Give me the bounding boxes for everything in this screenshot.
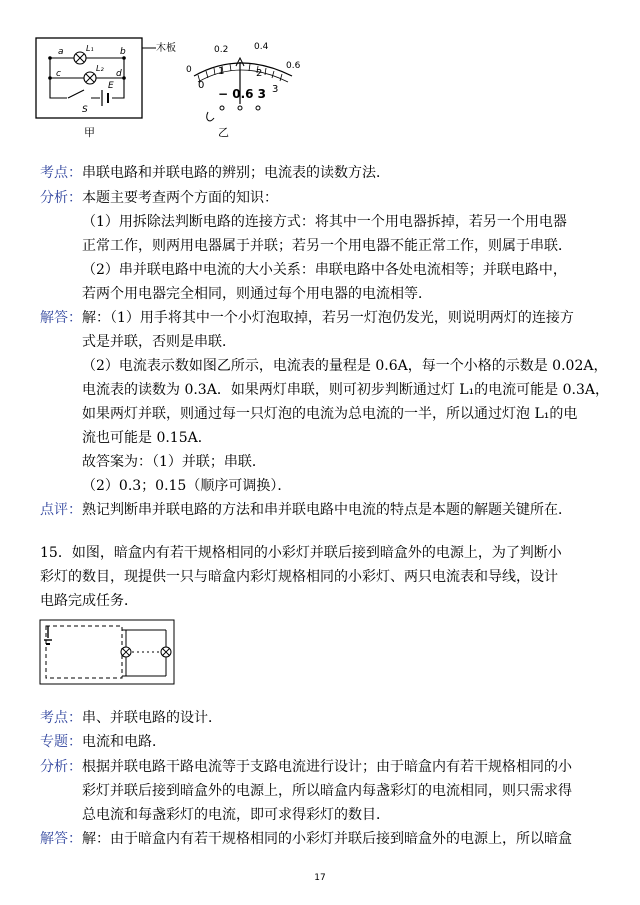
q14-jieda-line-2: 式是并联，否则是串联． (82, 334, 236, 350)
q15-kaodian: 考点：串、并联电路的设计． (40, 710, 222, 726)
q15-stem-line-1: 15．如图，暗盒内有若干规格相同的小彩灯并联后接到暗盒外的电源上，为了判断小 (40, 545, 562, 561)
q14-fenxi-line-5: 若两个用电器完全相同，则通过每个用电器的电流相等． (82, 286, 432, 302)
q15-fenxi-line-2: 彩灯并联后接到暗盒外的电源上，所以暗盒内每盏彩灯的电流相同，则只需求得 (82, 783, 572, 799)
tick-label-3: 3 (272, 84, 279, 95)
q14-jieda-line-5: 如果两灯并联，则通过每一只灯泡的电流为总电流的一半，所以通过灯泡 L₁的电 (82, 406, 578, 422)
tick-label-zero-top: 0 (186, 65, 192, 75)
tick-label-zero-bottom: 0 (198, 80, 205, 91)
q14-jieda-line-4: 电流表的读数为 0.3A．如果两灯串联，则可初步判断通过灯 L₁的电流可能是 0.3A， (82, 382, 610, 398)
label-s: S (82, 105, 88, 115)
q14-fenxi-line-4: （2）串并联电路中电流的大小关系：串联电路中各处电流相等；并联电路中， (82, 262, 567, 278)
figure-jia-circuit (32, 36, 182, 146)
page-number: 17 (314, 873, 326, 883)
q15-jieda-line-1: 解答：解：由于暗盒内有若干规格相同的小彩灯并联后接到暗盒外的电源上，所以暗盒 (40, 831, 572, 847)
q15-stem-line-2: 彩灯的数目，现提供一只与暗盒内彩灯规格相同的小彩灯、两只电流表和导线，设计 (40, 569, 558, 585)
label-l2: L₂ (96, 64, 104, 73)
label-board: 木板 (156, 43, 176, 54)
caption-yi: 乙 (218, 126, 229, 139)
q15-fenxi-line-3: 总电流和每盏彩灯的电流，即可求得彩灯的数目． (82, 807, 390, 823)
label-l1: L₁ (86, 44, 94, 53)
tick-label-0.6: 0.6 (286, 61, 301, 71)
q15-stem-line-3: 电路完成任务． (40, 593, 138, 609)
q14-fenxi-line-1: 分析：本题主要考查两个方面的知识： (40, 190, 278, 206)
point-d: d (116, 69, 122, 79)
point-b: b (120, 47, 126, 57)
q14-jieda-line-1: 解答：解：（1）用手将其中一个小灯泡取掉，若另一灯泡仍发光，则说明两灯的连接方 (40, 310, 574, 326)
point-c: c (56, 69, 61, 79)
q14-jieda-line-6: 流也可能是 0.15A． (82, 430, 212, 446)
q14-jieda-line-7: 故答案为：（1）并联；串联． (82, 454, 266, 470)
label-e: E (108, 81, 114, 91)
caption-jia: 甲 (84, 126, 95, 139)
q15-zhuanti: 专题：电流和电路． (40, 734, 166, 750)
q14-fenxi-line-2: （1）用拆除法判断电路的连接方式：将其中一个用电器拆掉，若另一个用电器 (82, 214, 567, 230)
tick-label-0.2: 0.2 (214, 45, 229, 55)
q14-dianping: 点评：熟记判断串并联电路的方法和串并联电路中电流的特点是本题的解题关键所在． (40, 502, 572, 518)
q14-jieda-line-3: （2）电流表示数如图乙所示，电流表的量程是 0.6A，每一个小格的示数是 0.02A， (82, 358, 608, 374)
q15-dark-box-outline (46, 626, 122, 678)
point-a: a (58, 47, 64, 57)
figure-yi-ammeter (180, 36, 310, 146)
tick-label-2: 2 (256, 68, 263, 79)
ammeter-terminals: − 0.6 3 (218, 87, 267, 101)
q15-fenxi-line-1: 分析：根据并联电路干路电流等于支路电流进行设计；由于暗盒内有若干规格相同的小 (40, 759, 572, 775)
q14-jieda-line-8: （2）0.3；0.15（顺序可调换）． (82, 478, 292, 494)
tick-label-0.4: 0.4 (254, 42, 269, 52)
q14-kaodian: 考点：串联电路和并联电路的辨别；电流表的读数方法． (40, 165, 390, 181)
tick-label-1: 1 (218, 66, 225, 77)
q14-fenxi-line-3: 正常工作，则两用电器属于并联；若另一个用电器不能正常工作，则属于串联． (82, 238, 572, 254)
figure-q15-dark-box (38, 616, 178, 688)
